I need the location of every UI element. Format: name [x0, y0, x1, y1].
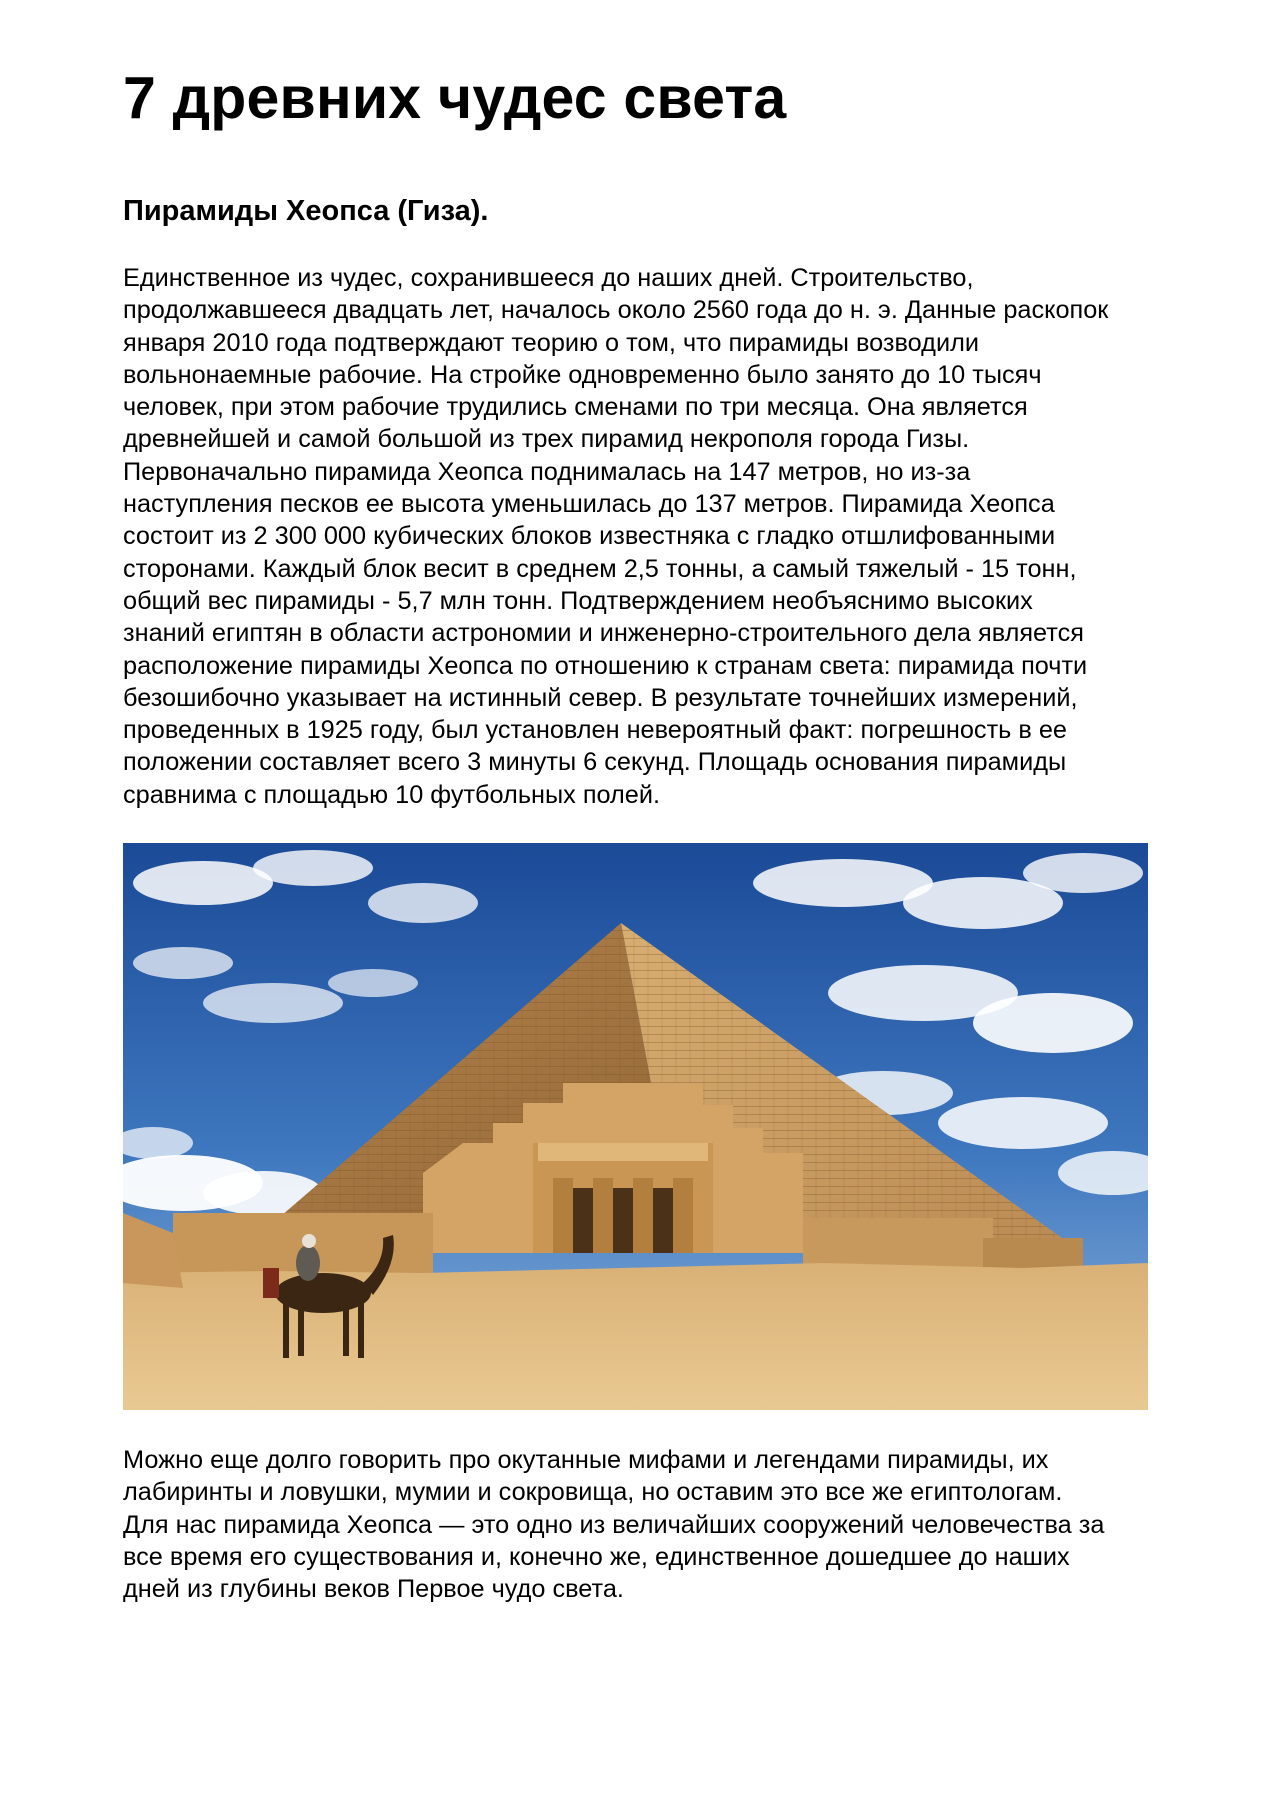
paragraph-line: все время его существования и, конечно же, единственное дошедшее до наших [123, 1542, 1070, 1571]
paragraph-line: вольнонаемные рабочие. На стройке одновременно было занято до 10 тысяч [123, 360, 1042, 389]
paragraph-line: общий вес пирамиды - 5,7 млн тонн. Подтверждением необъяснимо высоких [123, 586, 1033, 615]
paragraph-line: сторонами. Каждый блок весит в среднем 2,5 тонны, а самый тяжелый - 15 тонн, [123, 554, 1077, 583]
paragraph-line: января 2010 года подтверждают теорию о том, что пирамиды возводили [123, 328, 979, 357]
paragraph-line: безошибочно указывает на истинный север. В результате точнейших измерений, [123, 683, 1078, 712]
paragraph-line: Первоначально пирамида Хеопса поднималась на 147 метров, но из-за [123, 457, 971, 486]
paragraph-line: сравнима с площадью 10 футбольных полей. [123, 780, 661, 809]
paragraph-line: состоит из 2 300 000 кубических блоков известняка с гладко отшлифованными [123, 522, 1056, 551]
paragraph-line: положении составляет всего 3 минуты 6 секунд. Площадь основания пирамиды [123, 748, 1067, 777]
pyramid-illustration [123, 843, 1148, 1410]
paragraph-line: человек, при этом рабочие трудились сменами по три месяца. Она является [123, 393, 1028, 422]
paragraph-line: Можно еще долго говорить про окутанные мифами и легендами пирамиды, их [123, 1446, 1049, 1474]
paragraph-line: расположение пирамиды Хеопса по отношению к странам света: пирамида почти [123, 651, 1088, 680]
paragraph-line: продолжавшееся двадцать лет, началось около 2560 года до н. э. Данные раскопок [123, 296, 1109, 325]
section-heading: Пирамиды Хеопса (Гиза). [123, 195, 489, 227]
paragraph-line: проведенных в 1925 году, был установлен невероятный факт: погрешность в ее [123, 716, 1067, 745]
paragraph-line: древнейшей и самой большой из трех пирамид некрополя города Гизы. [123, 425, 970, 454]
page-title: 7 древних чудес света [123, 65, 787, 131]
paragraph-conclusion [123, 1444, 1233, 1605]
paragraph-line: наступления песков ее высота уменьшилась до 137 метров. Пирамида Хеопса [123, 490, 1055, 519]
pyramid-photo [123, 843, 1148, 1410]
paragraph-line: лабиринты и ловушки, мумии и сокровища, но оставим это все же египтологам. [123, 1478, 1063, 1507]
paragraph-line: знаний египтян в области астрономии и инженерно-строительного дела является [123, 619, 1084, 648]
paragraph-line: Единственное из чудес, сохранившееся до наших дней. Строительство, [123, 264, 974, 292]
paragraph-line: дней из глубины веков Первое чудо света. [123, 1575, 624, 1604]
paragraph-intro [123, 262, 1233, 811]
paragraph-line: Для нас пирамида Хеопса — это одно из величайших сооружений человечества за [123, 1510, 1105, 1539]
